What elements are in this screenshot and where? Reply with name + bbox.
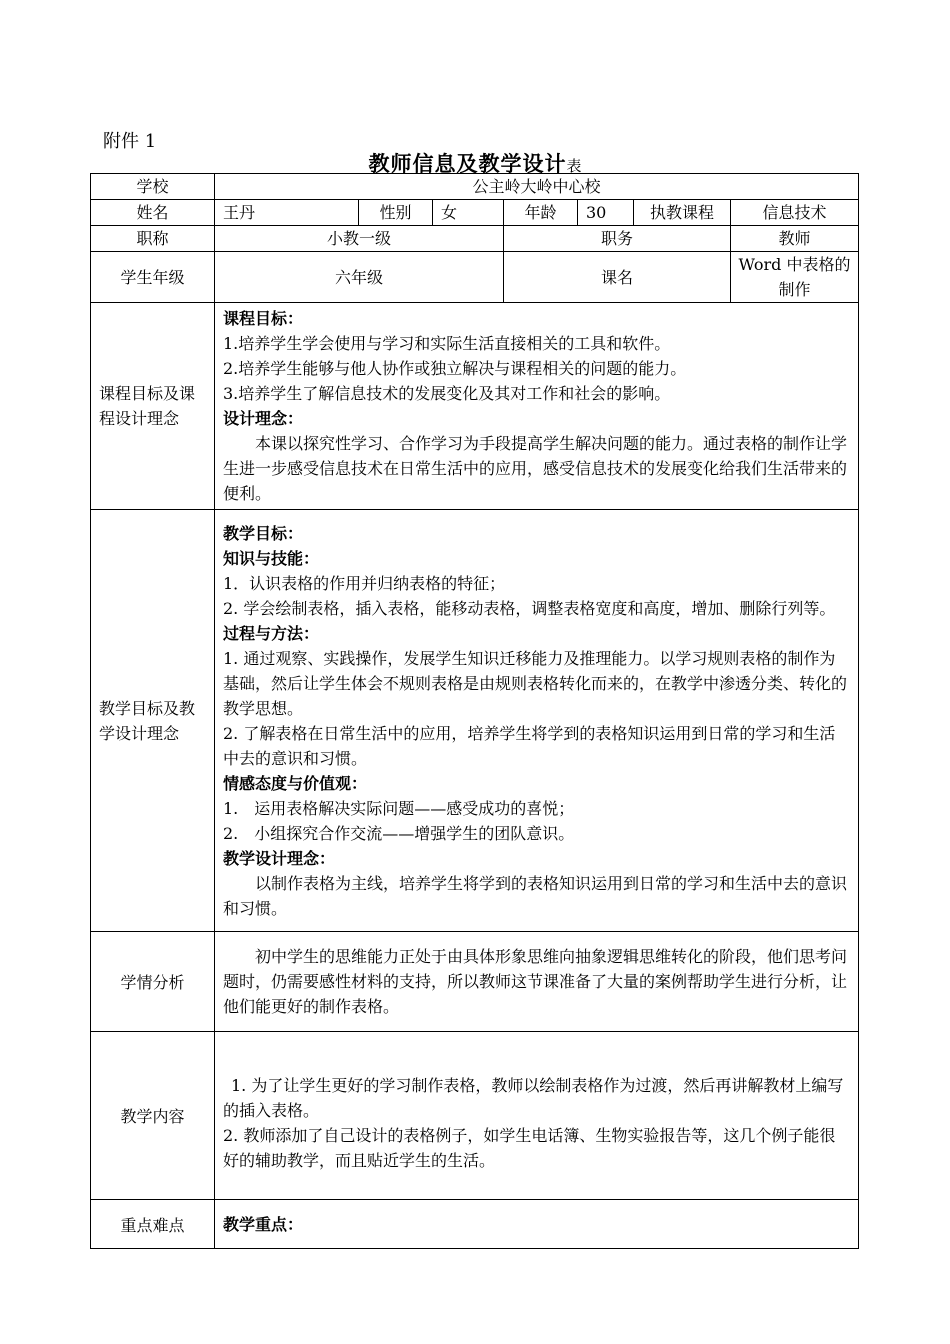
design-concept-heading: 设计理念： — [223, 409, 304, 428]
process-heading: 过程与方法： — [223, 623, 320, 643]
attitude-item: 2. 小组探究合作交流——增强学生的团队意识。 — [223, 823, 575, 843]
teaching-design-heading: 教学设计理念： — [223, 848, 336, 868]
teaching-design-text: 以制作表格为主线，培养学生将学到的表格知识运用到日常的学习和生活中去的意识和习惯。 — [223, 873, 848, 918]
position-label: 职务 — [504, 226, 731, 252]
course-goals-label: 课程目标及课程设计理念 — [91, 303, 215, 510]
age-label: 年龄 — [504, 200, 578, 226]
teaching-goals-heading: 教学目标： — [223, 523, 304, 543]
lesson-value: Word 中表格的制作 — [731, 252, 859, 303]
name-value: 王丹 — [215, 200, 359, 226]
key-points-content — [215, 1200, 859, 1249]
course-goals-content — [215, 303, 859, 510]
job-title-value: 小教一级 — [215, 226, 504, 252]
course-goals-heading: 课程目标： — [223, 309, 304, 328]
age-value: 30 — [578, 200, 634, 226]
school-label: 学校 — [91, 174, 215, 200]
grade-label: 学生年级 — [91, 252, 215, 303]
analysis-label: 学情分析 — [91, 932, 215, 1032]
teaching-goals-label: 教学目标及教学设计理念 — [91, 510, 215, 932]
teaching-goals-content — [215, 510, 859, 932]
key-points-heading: 教学重点： — [223, 1214, 304, 1234]
analysis-text: 初中学生的思维能力正处于由具体形象思维向抽象逻辑思维转化的阶段，他们思考问题时，仍需要感性材料的支持，所以教师这节课准备了大量的案例帮助学生进行分析，让他们能更好的制作表格。 — [223, 947, 848, 1016]
course-goal-item: 3.培养学生了解信息技术的发展变化及其对工作和社会的影响。 — [223, 384, 671, 403]
gender-value: 女 — [433, 200, 504, 226]
key-points-label: 重点难点 — [91, 1200, 215, 1249]
lesson-label: 课名 — [504, 252, 731, 303]
content-body — [215, 1032, 859, 1200]
content-item: 2. 教师添加了自己设计的表格例子，如学生电话簿、生物实验报告等，这几个例子能很好的辅助教学，而且贴近学生的生活。 — [223, 1126, 836, 1170]
content-label: 教学内容 — [91, 1032, 215, 1200]
attachment-label: 附件 1 — [103, 131, 157, 152]
course-goal-item: 2.培养学生能够与他人协作或独立解决与课程相关的问题的能力。 — [223, 359, 687, 378]
process-item: 2. 了解表格在日常生活中的应用，培养学生将学到的表格知识运用到日常的学习和生活中去的意识和习惯。 — [223, 723, 836, 768]
knowledge-item: 1．认识表格的作用并归纳表格的特征； — [223, 573, 506, 593]
attitude-item: 1. 运用表格解决实际问题——感受成功的喜悦； — [223, 798, 575, 818]
analysis-content — [215, 932, 859, 1032]
content-item: 1. 为了让学生更好的学习制作表格，教师以绘制表格作为过渡，然后再讲解教材上编写的插入表格。 — [223, 1076, 844, 1120]
job-title-label: 职称 — [91, 226, 215, 252]
design-concept-text: 本课以探究性学习、合作学习为手段提高学生解决问题的能力。通过表格的制作让学生进一步感受信息技术在日常生活中的应用，感受信息技术的发展变化给我们生活带来的便利。 — [223, 434, 848, 503]
course-value: 信息技术 — [731, 200, 859, 226]
course-goal-item: 1.培养学生学会使用与学习和实际生活直接相关的工具和软件。 — [223, 334, 671, 353]
position-value: 教师 — [731, 226, 859, 252]
course-label: 执教课程 — [634, 200, 731, 226]
knowledge-item: 2. 学会绘制表格，插入表格，能移动表格，调整表格宽度和高度，增加、删除行列等。 — [223, 598, 836, 618]
grade-value: 六年级 — [215, 252, 504, 303]
name-label: 姓名 — [91, 200, 215, 226]
title-suffix: 表 — [566, 157, 582, 175]
school-value: 公主岭大岭中心校 — [215, 174, 859, 200]
teacher-info-table — [90, 173, 859, 1249]
title-main: 教师信息及教学设计 — [368, 151, 567, 176]
gender-label: 性别 — [359, 200, 433, 226]
knowledge-heading: 知识与技能： — [223, 548, 320, 568]
process-item: 1. 通过观察、实践操作，发展学生知识迁移能力及推理能力。以学习规则表格的制作为基础，然后让学生体会不规则表格是由规则表格转化而来的，在教学中渗透分类、转化的教学思想。 — [223, 648, 848, 718]
attitude-heading: 情感态度与价值观： — [223, 773, 368, 793]
